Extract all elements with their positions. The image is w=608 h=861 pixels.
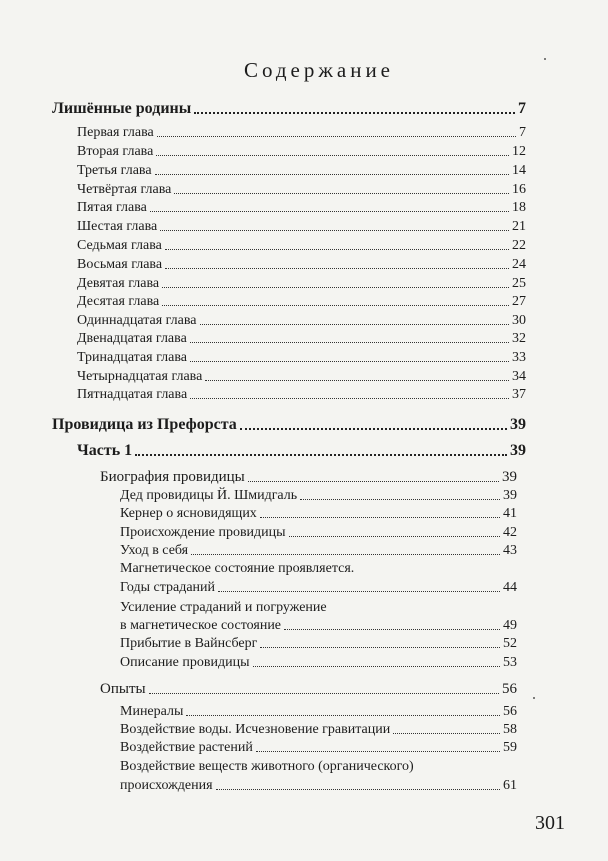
dot-leader bbox=[190, 397, 509, 399]
dot-leader bbox=[155, 173, 509, 175]
dot-leader bbox=[248, 480, 499, 482]
toc-entry-page: 12 bbox=[512, 144, 526, 159]
toc-entry-page: 41 bbox=[503, 506, 517, 521]
dot-leader bbox=[135, 453, 507, 456]
dot-leader bbox=[205, 379, 509, 381]
toc-entry-page: 27 bbox=[512, 294, 526, 309]
toc-chapter-entry[interactable] bbox=[77, 163, 526, 179]
toc-entry-page: 30 bbox=[512, 313, 526, 328]
page-title: Содержание bbox=[243, 58, 395, 82]
toc-chapter-entry[interactable] bbox=[77, 182, 526, 198]
toc-entry-page: 44 bbox=[503, 580, 517, 595]
toc-section-entry[interactable] bbox=[77, 442, 526, 460]
dot-leader bbox=[162, 286, 509, 288]
toc-entry-label: Третья глава bbox=[77, 163, 152, 178]
toc-subsection-entry[interactable] bbox=[120, 525, 517, 541]
toc-entry-page: 24 bbox=[512, 257, 526, 272]
toc-entry-page: 16 bbox=[512, 182, 526, 197]
toc-entry-label: Пятая глава bbox=[77, 200, 147, 215]
toc-entry-label: Четвёртая глава bbox=[77, 182, 172, 197]
dot-leader bbox=[240, 427, 507, 430]
toc-entry-page: 39 bbox=[510, 416, 526, 433]
toc-entry-page: 53 bbox=[503, 655, 517, 670]
toc-entry-label: Происхождение провидицы bbox=[120, 525, 286, 540]
toc-subsection-entry[interactable] bbox=[120, 722, 517, 738]
toc-chapter-entry[interactable] bbox=[77, 313, 526, 329]
toc-entry-label: происхождения bbox=[120, 778, 213, 793]
toc-entry-label: Первая глава bbox=[77, 125, 154, 140]
toc-entry-label: Одиннадцатая глава bbox=[77, 313, 197, 328]
toc-subsection-entry[interactable] bbox=[100, 681, 517, 698]
toc-entry-label: Кернер о ясновидящих bbox=[120, 506, 257, 521]
toc-entry-page: 14 bbox=[512, 163, 526, 178]
dot-leader bbox=[150, 210, 509, 212]
toc-entry-label: Дед провидицы Й. Шмидгаль bbox=[120, 488, 298, 503]
dot-leader bbox=[300, 498, 500, 500]
toc-entry-page: 56 bbox=[503, 704, 517, 719]
toc-entry-label: Минералы bbox=[120, 704, 184, 719]
toc-subsection-entry[interactable] bbox=[120, 704, 517, 720]
toc-subsection-entry[interactable] bbox=[100, 469, 517, 486]
toc-entry-label: Прибытие в Вайнсберг bbox=[120, 636, 258, 651]
dot-leader bbox=[165, 267, 509, 269]
paper-speck bbox=[544, 58, 546, 60]
toc-entry-label: Биография провидицы bbox=[100, 469, 245, 485]
toc-subsection-entry[interactable] bbox=[120, 636, 517, 652]
toc-entry-label: Воздействие воды. Исчезновение гравитации bbox=[120, 722, 391, 737]
toc-chapter-entry[interactable] bbox=[77, 125, 526, 141]
toc-part-entry[interactable] bbox=[52, 100, 526, 118]
toc-entry-label: Шестая глава bbox=[77, 219, 158, 234]
toc-entry-page: 59 bbox=[503, 740, 517, 755]
toc-entry-label: Лишённые родины bbox=[52, 100, 192, 117]
dot-leader bbox=[200, 323, 509, 325]
toc-entry-page: 7 bbox=[519, 125, 526, 140]
paper-speck bbox=[533, 697, 535, 699]
toc-entry-page: 49 bbox=[503, 618, 517, 633]
toc-entry-label: Вторая глава bbox=[77, 144, 154, 159]
toc-entry-label: Седьмая глава bbox=[77, 238, 162, 253]
toc-subsection-entry[interactable] bbox=[120, 740, 517, 756]
toc-chapter-entry[interactable] bbox=[77, 369, 526, 385]
toc-entry-label: Девятая глава bbox=[77, 276, 160, 291]
dot-leader bbox=[260, 646, 500, 648]
toc-entry-label: Часть 1 bbox=[77, 442, 133, 459]
dot-leader bbox=[190, 360, 509, 362]
toc-entry-label: Описание провидицы bbox=[120, 655, 250, 670]
toc-chapter-entry[interactable] bbox=[77, 238, 526, 254]
toc-entry-page: 43 bbox=[503, 543, 517, 558]
toc-chapter-entry[interactable] bbox=[77, 350, 526, 366]
dot-leader bbox=[165, 248, 509, 250]
toc-entry-page: 58 bbox=[503, 722, 517, 737]
dot-leader bbox=[289, 535, 500, 537]
toc-subsection-entry[interactable] bbox=[120, 488, 517, 504]
toc-entry-label: Провидица из Префорста bbox=[52, 416, 237, 433]
toc-entry-label: Тринадцатая глава bbox=[77, 350, 187, 365]
toc-part-entry[interactable] bbox=[52, 416, 526, 434]
toc-entry-label: Воздействие растений bbox=[120, 740, 253, 755]
toc-entry-page: 21 bbox=[512, 219, 526, 234]
toc-entry-continued-label: Усиление страданий и погружение bbox=[120, 600, 327, 615]
toc-entry-page: 7 bbox=[518, 100, 526, 117]
toc-subsection-entry[interactable] bbox=[120, 778, 517, 794]
toc-entry-label: Пятнадцатая глава bbox=[77, 387, 188, 402]
dot-leader bbox=[157, 135, 516, 137]
toc-entry-label: в магнетическое состояние bbox=[120, 618, 282, 633]
toc-subsection-entry[interactable] bbox=[120, 618, 517, 634]
dot-leader bbox=[149, 692, 499, 694]
toc-entry-label: Четырнадцатая глава bbox=[77, 369, 203, 384]
toc-entry-page: 32 bbox=[512, 331, 526, 346]
dot-leader bbox=[218, 590, 500, 592]
toc-entry-label: Уход в себя bbox=[120, 543, 189, 558]
toc-entry-page: 39 bbox=[502, 469, 517, 485]
toc-entry-label: Десятая глава bbox=[77, 294, 160, 309]
toc-entry-label: Опыты bbox=[100, 681, 146, 697]
dot-leader bbox=[186, 714, 500, 716]
dot-leader bbox=[190, 341, 509, 343]
toc-entry-label: Восьмая глава bbox=[77, 257, 163, 272]
toc-chapter-entry[interactable] bbox=[77, 294, 526, 310]
toc-entry-page: 18 bbox=[512, 200, 526, 215]
toc-subsection-entry[interactable] bbox=[120, 655, 517, 671]
toc-entry-page: 61 bbox=[503, 778, 517, 793]
dot-leader bbox=[284, 628, 500, 630]
dot-leader bbox=[191, 553, 500, 555]
dot-leader bbox=[260, 516, 500, 518]
toc-entry-continued-label: Воздействие веществ животного (органического) bbox=[120, 759, 414, 774]
dot-leader bbox=[253, 665, 501, 667]
toc-chapter-entry[interactable] bbox=[77, 387, 526, 403]
toc-chapter-entry[interactable] bbox=[77, 276, 526, 292]
toc-entry-label: Годы страданий bbox=[120, 580, 216, 595]
dot-leader bbox=[194, 111, 515, 114]
toc-entry-page: 39 bbox=[503, 488, 517, 503]
toc-entry-page: 37 bbox=[512, 387, 526, 402]
toc-entry-page: 34 bbox=[512, 369, 526, 384]
dot-leader bbox=[216, 788, 500, 790]
page-number: 301 bbox=[535, 812, 565, 834]
toc-entry-label: Двенадцатая глава bbox=[77, 331, 187, 346]
toc-chapter-entry[interactable] bbox=[77, 257, 526, 273]
toc-chapter-entry[interactable] bbox=[77, 331, 526, 347]
toc-subsection-entry[interactable] bbox=[120, 543, 517, 559]
toc-entry-page: 33 bbox=[512, 350, 526, 365]
toc-chapter-entry[interactable] bbox=[77, 200, 526, 216]
dot-leader bbox=[162, 304, 509, 306]
dot-leader bbox=[393, 732, 500, 734]
dot-leader bbox=[174, 192, 509, 194]
toc-chapter-entry[interactable] bbox=[77, 219, 526, 235]
toc-subsection-entry[interactable] bbox=[120, 580, 517, 596]
toc-entry-page: 22 bbox=[512, 238, 526, 253]
dot-leader bbox=[156, 154, 509, 156]
toc-entry-page: 39 bbox=[510, 442, 526, 459]
toc-entry-page: 52 bbox=[503, 636, 517, 651]
dot-leader bbox=[160, 229, 509, 231]
toc-chapter-entry[interactable] bbox=[77, 144, 526, 160]
toc-entry-page: 42 bbox=[503, 525, 517, 540]
toc-entry-continued-label: Магнетическое состояние проявляется. bbox=[120, 561, 355, 576]
toc-entry-page: 56 bbox=[502, 681, 517, 697]
toc-subsection-entry[interactable] bbox=[120, 506, 517, 522]
dot-leader bbox=[256, 750, 500, 752]
toc-entry-page: 25 bbox=[512, 276, 526, 291]
